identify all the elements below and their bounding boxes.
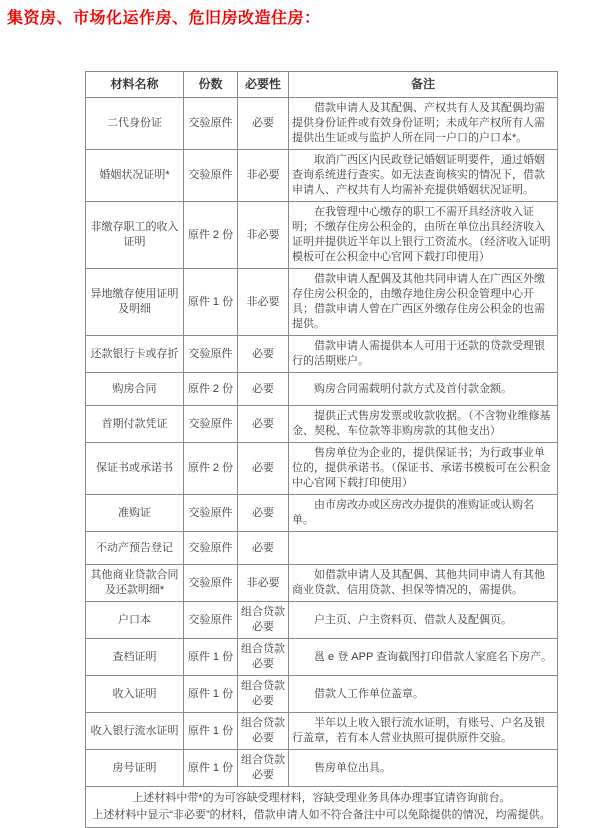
note-text: 邕 e 登 APP 查询截图打印借款人家庭名下房产。: [314, 650, 553, 663]
note-cell: [289, 269, 558, 336]
necessity-cell: 非必要: [238, 565, 289, 602]
material-name-cell: 收入银行流水证明: [86, 713, 184, 750]
necessity-cell: 组合贷款必要: [238, 602, 289, 639]
copies-cell: 原件 1 份: [184, 639, 238, 676]
copies-cell: 原件 2 份: [184, 443, 238, 495]
table-row: [86, 373, 558, 406]
necessity-cell: 必要: [238, 406, 289, 443]
necessity-cell: 必要: [238, 443, 289, 495]
copies-cell: 原件 2 份: [184, 373, 238, 406]
note-cell: [289, 676, 558, 713]
material-name-cell: 异地缴存使用证明及明细: [86, 269, 184, 336]
copies-cell: 原件 1 份: [184, 750, 238, 787]
note-cell: [289, 495, 558, 532]
note-cell: [289, 202, 558, 269]
necessity-cell: 必要: [238, 373, 289, 406]
material-name-cell: 非缴存职工的收入证明: [86, 202, 184, 269]
page-title: 集资房、市场化运作房、危旧房改造住房：: [7, 10, 321, 27]
note-cell: [289, 713, 558, 750]
note-text: 借款人工作单位盖章。: [314, 687, 424, 700]
copies-cell: 原件 1 份: [184, 713, 238, 750]
copies-cell: 交验原件: [184, 406, 238, 443]
table-header-row: [86, 72, 558, 98]
necessity-cell: 组合贷款必要: [238, 713, 289, 750]
necessity-cell: 非必要: [238, 269, 289, 336]
copies-cell: 交验原件: [184, 602, 238, 639]
table-row: [86, 532, 558, 565]
note-cell: [289, 565, 558, 602]
material-name-cell: 其他商业贷款合同及还款明细*: [86, 565, 184, 602]
necessity-cell: 组合贷款必要: [238, 676, 289, 713]
copies-cell: 交验原件: [184, 532, 238, 565]
material-name-cell: 购房合同: [86, 373, 184, 406]
table-footnote-row: [86, 787, 558, 828]
table-body: [86, 98, 558, 787]
col-header-material-name: 材料名称: [86, 72, 184, 98]
copies-cell: 交验原件: [184, 495, 238, 532]
col-header-necessity: 必要性: [238, 72, 289, 98]
material-name-cell: 二代身份证: [86, 98, 184, 150]
note-cell: [289, 532, 558, 565]
note-cell: [289, 373, 558, 406]
material-name-cell: 还款银行卡或存折: [86, 336, 184, 373]
table-row: [86, 602, 558, 639]
necessity-cell: 必要: [238, 495, 289, 532]
note-text: 售房单位为企业的，提供保证书；为行政事业单位的，提供承诺书。（保证书、承诺书模板可在公积金中心官网下载打印使用）: [292, 447, 551, 489]
note-text: 售房单位出具。: [314, 761, 391, 774]
note-cell: [289, 443, 558, 495]
col-header-note: 备注: [289, 72, 558, 98]
note-text: 提供正式售房发票或收款收据。（不含物业维修基金、契税、车位款等非购房款的其他支出）: [292, 410, 551, 437]
table-row: [86, 443, 558, 495]
materials-table: [85, 71, 558, 828]
note-text: 取消广西区内民政登记婚姻证明要件，通过婚姻查询系统进行查实。如无法查询核实的情况下，借款申请人、产权共有人均需补充提供婚姻状况证明。: [292, 154, 545, 196]
table-row: [86, 150, 558, 202]
note-cell: [289, 98, 558, 150]
note-text: 户主页、户主资料页、借款人及配偶页。: [314, 613, 512, 626]
table-row: [86, 713, 558, 750]
note-text: 借款申请人及其配偶、产权共有人及其配偶均需提供身份证件或有效身份证明；未成年产权所有人需提供出生证或与监护人所在同一户口的户口本*。: [292, 102, 545, 144]
material-name-cell: 准购证: [86, 495, 184, 532]
material-name-cell: 收入证明: [86, 676, 184, 713]
necessity-cell: 必要: [238, 98, 289, 150]
copies-cell: 交验原件: [184, 565, 238, 602]
note-text: 借款申请人需提供本人可用于还款的贷款受理银行的活期账户。: [292, 340, 545, 367]
copies-cell: 交验原件: [184, 150, 238, 202]
table-row: [86, 495, 558, 532]
note-text: 借款申请人配偶及其他共同申请人在广西区外缴存住房公积金的，由缴存地住房公积金管理中心开具；借款申请人曾在广西区外缴存住房公积金的也需提供。: [292, 273, 545, 330]
necessity-cell: 组合贷款必要: [238, 750, 289, 787]
table-row: [86, 565, 558, 602]
table-row: [86, 202, 558, 269]
footnote-line-2: 上述材料中显示“非必要”的材料，借款申请人如不符合备注中可以免除提供的情况，均需提供。: [92, 809, 551, 821]
material-name-cell: 不动产预告登记: [86, 532, 184, 565]
footnote-line-1: 上述材料中带*的为可容缺受理材料，容缺受理业务具体办理事宜请咨询前台。: [132, 792, 511, 804]
copies-cell: 原件 1 份: [184, 676, 238, 713]
table-row: [86, 750, 558, 787]
note-text: 半年以上收入银行流水证明，有账号、户名及银行盖章，若有本人营业执照可提供原件交验。: [292, 717, 545, 744]
table-row: [86, 676, 558, 713]
material-name-cell: 首期付款凭证: [86, 406, 184, 443]
material-name-cell: 婚姻状况证明*: [86, 150, 184, 202]
necessity-cell: 组合贷款必要: [238, 639, 289, 676]
note-text: 如借款申请人及其配偶、其他共同申请人有其他商业贷款、信用贷款、担保等情况的，需提供。: [292, 569, 545, 596]
necessity-cell: 必要: [238, 532, 289, 565]
material-name-cell: 查档证明: [86, 639, 184, 676]
note-cell: [289, 639, 558, 676]
table-row: [86, 639, 558, 676]
note-text: 在我管理中心缴存的职工不需开具经济收入证明；不缴存住房公积金的，由所在单位出具经济收入证明并提供近半年以上银行工资流水。（经济收入证明模板可在公积金中心官网下载打印使用）: [292, 206, 551, 263]
note-cell: [289, 150, 558, 202]
copies-cell: 原件 2 份: [184, 202, 238, 269]
note-text: 购房合同需载明付款方式及首付款金额。: [314, 382, 512, 395]
footnote-cell: [86, 787, 558, 828]
table-row: [86, 98, 558, 150]
material-name-cell: 房号证明: [86, 750, 184, 787]
material-name-cell: 保证书或承诺书: [86, 443, 184, 495]
note-text: 由市房改办或区房改办提供的准购证或认购名单。: [292, 499, 534, 526]
material-name-cell: 户口本: [86, 602, 184, 639]
note-cell: [289, 406, 558, 443]
table-row: [86, 336, 558, 373]
necessity-cell: 非必要: [238, 202, 289, 269]
table-row: [86, 269, 558, 336]
table-row: [86, 406, 558, 443]
copies-cell: 交验原件: [184, 98, 238, 150]
note-cell: [289, 336, 558, 373]
copies-cell: 原件 1 份: [184, 269, 238, 336]
note-cell: [289, 602, 558, 639]
necessity-cell: 非必要: [238, 150, 289, 202]
col-header-copies: 份数: [184, 72, 238, 98]
note-cell: [289, 750, 558, 787]
necessity-cell: 必要: [238, 336, 289, 373]
copies-cell: 交验原件: [184, 336, 238, 373]
